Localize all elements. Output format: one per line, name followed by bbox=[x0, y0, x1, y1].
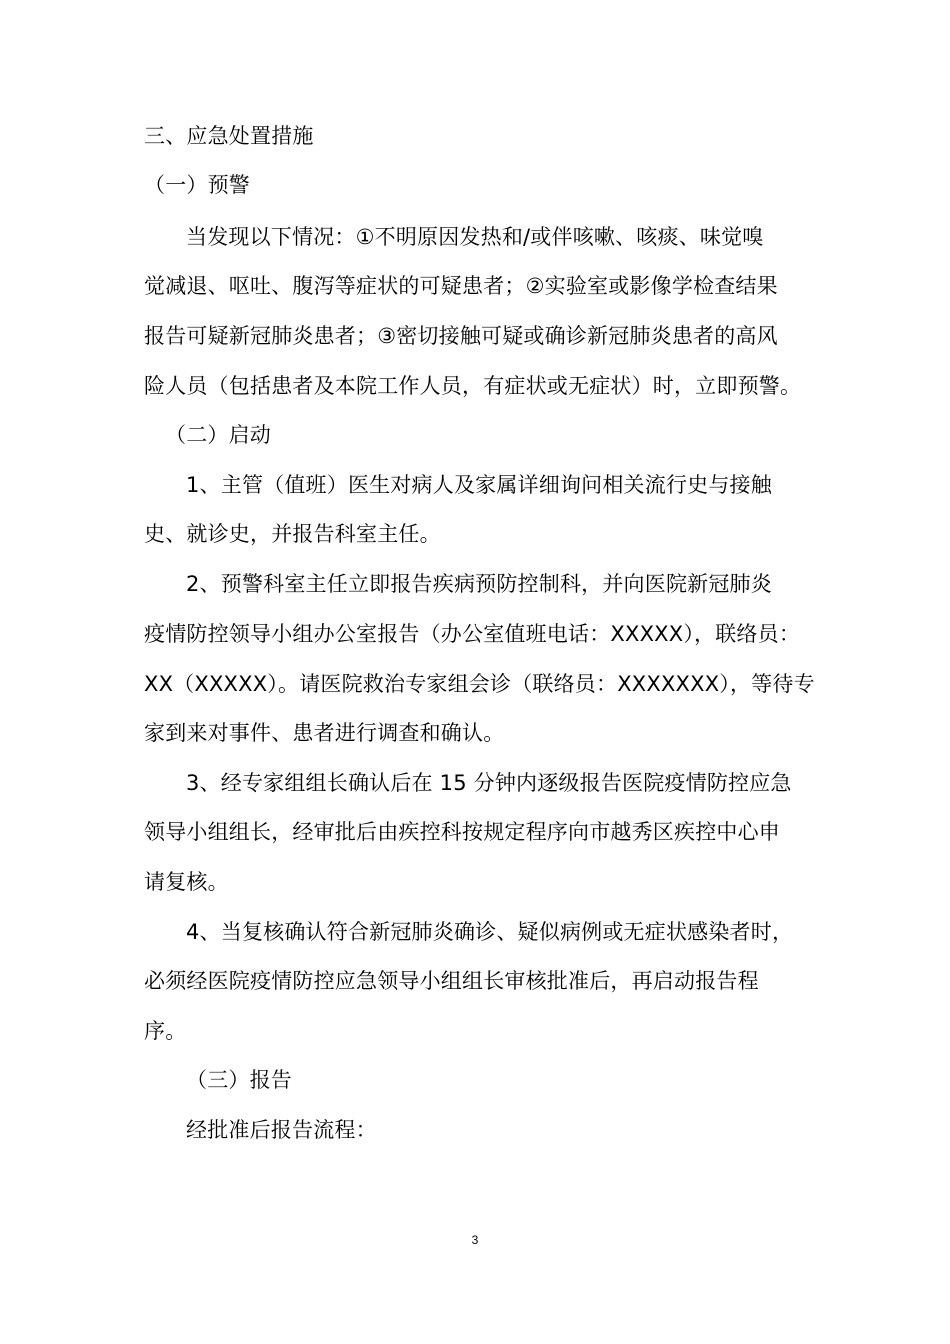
paragraph-line: 2、预警科室主任立即报告疾病预防控制科，并向医院新冠肺炎 bbox=[186, 572, 772, 596]
subsection-heading-warning: （一）预警 bbox=[144, 173, 250, 197]
paragraph-line: 险人员（包括患者及本院工作人员，有症状或无症状）时，立即预警。 bbox=[144, 374, 802, 398]
paragraph-line: 4、当复核确认符合新冠肺炎确诊、疑似病例或无症状感染者时， bbox=[186, 920, 794, 944]
subsection-heading-report: （三）报告 bbox=[186, 1068, 292, 1092]
page-number: 3 bbox=[471, 1233, 479, 1247]
paragraph-line: 觉减退、呕吐、腹泻等症状的可疑患者；②实验室或影像学检查结果 bbox=[144, 274, 778, 298]
paragraph-line: 当发现以下情况：①不明原因发热和/或伴咳嗽、咳痰、味觉嗅 bbox=[186, 225, 764, 249]
paragraph-line: 序。 bbox=[144, 1019, 187, 1043]
paragraph-line: 请复核。 bbox=[144, 870, 229, 894]
paragraph-line: 家到来对事件、患者进行调查和确认。 bbox=[144, 721, 505, 745]
paragraph-line: 必须经医院疫情防控应急领导小组组长审核批准后，再启动报告程 bbox=[144, 969, 759, 993]
subsection-heading-start: （二）启动 bbox=[165, 423, 271, 447]
section-heading: 三、应急处置措施 bbox=[144, 124, 314, 148]
paragraph-line: 经批准后报告流程： bbox=[186, 1118, 377, 1142]
paragraph-line: 史、就诊史，并报告科室主任。 bbox=[144, 522, 441, 546]
paragraph-line: 3、经专家组组长确认后在 15 分钟内逐级报告医院疫情防控应急 bbox=[186, 771, 792, 795]
paragraph-line: 1、主管（值班）医生对病人及家属详细询问相关流行史与接触 bbox=[186, 473, 772, 497]
paragraph-line: 报告可疑新冠肺炎患者；③密切接触可疑或确诊新冠肺炎患者的高风 bbox=[144, 324, 778, 348]
paragraph-line: XX（XXXXX）。请医院救治专家组会诊（联络员：XXXXXXX），等待专 bbox=[144, 672, 815, 696]
paragraph-line: 疫情防控领导小组办公室报告（办公室值班电话：XXXXX），联络员： bbox=[144, 622, 801, 646]
paragraph-line: 领导小组组长，经审批后由疾控科按规定程序向市越秀区疾控中心申 bbox=[144, 820, 780, 844]
